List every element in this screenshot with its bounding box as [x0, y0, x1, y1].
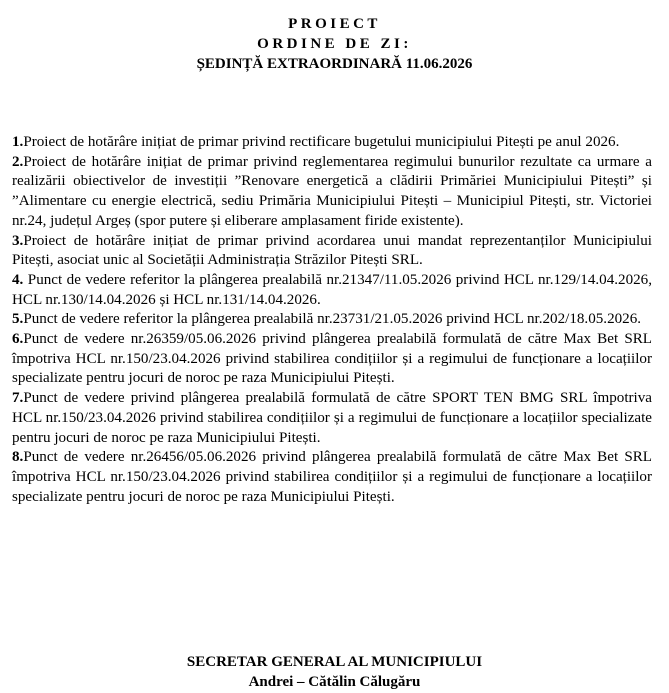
agenda-title: ORDINE DE ZI:	[257, 36, 412, 52]
agenda-item-1	[12, 133, 652, 153]
document-header	[0, 14, 669, 74]
agenda-item-4	[12, 271, 652, 310]
agenda-item-text: Proiect de hotărâre inițiat de primar privind rectificare bugetului municipiului Pitești pe anul 2026.	[23, 134, 620, 150]
agenda-item-number: 7.	[12, 390, 24, 407]
project-label: PROIECT	[288, 16, 381, 32]
agenda-item-5	[12, 310, 652, 330]
agenda-item-text: Punct de vedere nr.26456/05.06.2026 privind plângerea prealabilă formulată de către Max Bet SRL împotriva HCL nr.150/23.04.2026 privind stabilirea condițiilor și a regimului de funcționare a locațiilor specializate pentru jocuri de noroc pe raza Municipiului Pitești.	[12, 449, 652, 505]
agenda-item-text: Proiect de hotărâre inițiat de primar privind acordarea unui mandat reprezentanților Municipiului Pitești, asociat unic al Societății Administrația Străzilor Pitești SRL.	[12, 232, 652, 269]
agenda-item-number: 4.	[12, 271, 24, 288]
agenda-item-text: Punct de vedere referitor la plângerea prealabilă nr.23731/21.05.2026 privind HCL nr.202/18.05.2026.	[23, 311, 642, 328]
agenda-item-number: 2.	[12, 153, 24, 170]
agenda-item-text: Punct de vedere referitor la plângerea prealabilă nr.21347/11.05.2026 privind HCL nr.129/14.04.2026, HCL nr.130/14.04.2026 și HCL nr.131/14.04.2026.	[12, 271, 652, 308]
agenda-list	[12, 133, 652, 507]
agenda-item-number: 3.	[12, 232, 24, 249]
agenda-item-number: 8.	[12, 449, 24, 466]
agenda-item-number: 6.	[12, 331, 24, 348]
agenda-item-7	[12, 389, 652, 448]
signatory-title: SECRETAR GENERAL AL MUNICIPIULUI	[186, 654, 483, 670]
agenda-item-number: 1.	[12, 134, 24, 150]
agenda-item-6	[12, 330, 652, 389]
agenda-item-8	[12, 448, 652, 507]
meeting-title: ȘEDINȚĂ EXTRAORDINARĂ 11.06.2026	[196, 56, 473, 72]
signatory-name: Andrei – Cătălin Călugăru	[248, 674, 421, 690]
agenda-item-number: 5.	[12, 311, 24, 328]
agenda-item-text: Proiect de hotărâre inițiat de primar privind reglementarea regimului bunurilor rezultate ca urmare a realizării obiectivelor de investiții ”Renovare energetică a clădirii Primăriei Municipiului Pitești” și ”Alimentare cu energie electrică, sediu Primăria Municipiului Pitești – Municipiul Pitești, str. Victoriei nr.24, județul Argeș (spor putere și eliberare amplasament firide existente).	[12, 153, 652, 229]
agenda-item-text: Punct de vedere nr.26359/05.06.2026 privind plângerea prealabilă formulată de către Max Bet SRL împotriva HCL nr.150/23.04.2026 privind stabilirea condițiilor și a regimului de funcționare a locațiilor specializate pentru jocuri de noroc pe raza Municipiului Pitești.	[12, 331, 652, 387]
agenda-item-2	[12, 153, 652, 232]
agenda-item-3	[12, 232, 652, 271]
signature-block	[0, 652, 669, 692]
agenda-item-text: Punct de vedere privind plângerea prealabilă formulată de către SPORT TEN BMG SRL împotriva HCL nr.150/23.04.2026 privind stabilirea condițiilor și a regimului de funcționare a locațiilor specializate pentru jocuri de noroc pe raza Municipiului Pitești.	[12, 390, 652, 446]
